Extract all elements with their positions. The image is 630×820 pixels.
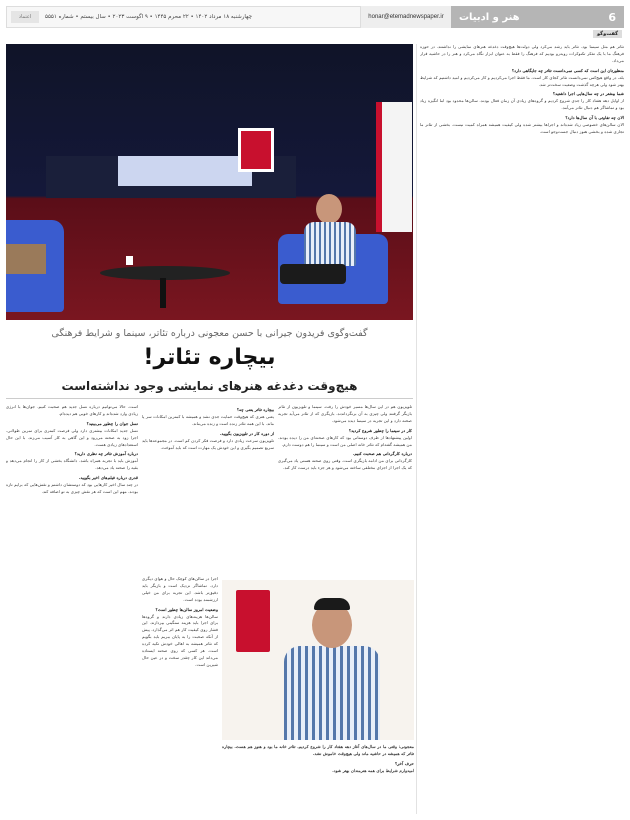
interviewer-figure [6, 244, 46, 274]
paragraph: آموزش باید با تجربه همراه باشد. دانشگاه بخشی از کار را انجام می‌دهد و بقیه را صحنه یاد می‌دهد. [6, 458, 138, 471]
studio-logo [238, 128, 274, 172]
paragraph: از اوایل دهه هفتاد کار را جدی شروع کردیم و گروه‌های زیادی آن زمان فعال بودند. سالن‌ها محدود بود اما انگیزه زیاد بود و تماشاگر هم دنبال تئاتر می‌آمد. [420, 98, 624, 111]
guest-shirt [304, 222, 356, 266]
paragraph: پیش از آنکه صحبت را به پایان ببریم باید بگویم که تئاتر همیشه به اهالی خودش تکیه کرده است. هر کسی که روی صحنه ایستاده می‌داند این کار چقدر سخت و در عین حال شیرین است. [142, 627, 218, 667]
article-kicker: گفت‌وگوی فریدون جیرانی با حسن معجونی درباره تئاتر، سینما و شرایط فرهنگی [51, 328, 368, 339]
paragraph: یعنی هنری که هیچ‌وقت حمایت جدی نشد و همیشه با کمترین امکانات سر پا ماند. با این همه تئاتر زنده است و زنده می‌ماند. [142, 413, 274, 426]
column-divider [416, 44, 417, 814]
text-column-lower-middle [142, 576, 218, 814]
paragraph: تلویزیون هم در این سال‌ها مسیر خودش را رفت. سینما و تلویزیون از تئاتر بازیگر گرفتند ولی چیزی به آن برنگرداندند. بازیگری که از تئاتر می‌آید تجربه صحنه دارد و این تجربه در سینما دیده می‌شود. [278, 404, 412, 423]
paragraph: سالن‌ها هزینه‌های زیادی دارند و گروه‌ها برای اجرا باید هزینه سنگینی بپردازند. این فشار روی کیفیت کار هم اثر می‌گذارد. [142, 613, 218, 633]
question: بیچاره تئاتر یعنی چه؟ [236, 407, 274, 412]
text-column-right [420, 44, 624, 814]
page-header [6, 6, 624, 28]
question: وضعیت امروز سالن‌ها چطور است؟ [155, 606, 218, 612]
question: قدری درباره فیلم‌های اخیر بگویید. [78, 475, 138, 481]
text-column-left [6, 404, 138, 814]
paragraph: است. حالا می‌توانیم درباره نسل جدید هم صحبت کنیم. جوان‌ها با انرژی زیادی وارد شده‌اند و کارهای خوبی هم دیده‌ام. [6, 404, 138, 416]
question: حرف آخر؟ [395, 760, 414, 766]
section-email[interactable]: honar@etemadnewspaper.ir [361, 6, 451, 28]
banner-stand [376, 102, 412, 232]
article-type-label: گفت‌وگو [593, 30, 622, 38]
portrait-shirt [284, 646, 380, 740]
table-leg [160, 278, 166, 308]
article-subheadline: هیچ‌وقت دغدغه هنرهای نمایشی وجود نداشته‌است [61, 379, 358, 393]
portrait-cap [314, 598, 350, 610]
text-column-middle-left [142, 404, 274, 572]
paragraph: در چند سال اخیر کارهایی بود که دوستشان داشتم و نقش‌هایی که برایم تازه بودند. مهم این است که هر نقش چیزی به تو اضافه کند. [6, 482, 138, 494]
screen-prop [118, 156, 252, 186]
question: کار در سینما را چطور شروع کردید؟ [348, 427, 412, 433]
paragraph: تلویزیون سرعت زیادی دارد و فرصت فکر کردن کم است. در مجموعه‌ها باید سریع تصمیم بگیری و این خودش یک مهارت است که باید آموخت. [142, 437, 274, 450]
question: نسل جوان را چطور می‌بینید؟ [86, 420, 138, 426]
headline-rule [6, 398, 413, 399]
paragraph: نسل جدید امکانات بیشتری دارد ولی فرصت کمتری برای تمرین طولانی. اجرا زود به صحنه می‌رود و این گاهی به کار آسیب می‌زند. با این حال استعدادهای زیادی هست. [6, 427, 138, 447]
question: درباره آموزش تئاتر چه نظری دارید؟ [74, 451, 138, 457]
question: از دوره کار در تلویزیون بگویید. [219, 430, 274, 436]
portrait-photo [222, 580, 414, 740]
caption-text: معجونی: وقتی ما در سال‌های آغاز دهه هفتاد کار را شروع کردیم، تئاتر خانه ما بود و هنوز هم هست. بیچاره تئاتر که همیشه در حاشیه ماند ولی هیچ‌وقت خاموش نشد. [222, 744, 414, 756]
issue-info-bar [6, 6, 361, 28]
guest-head [316, 194, 342, 224]
question: شما بیشتر در چه سال‌هایی اجرا داشتید؟ [552, 91, 624, 97]
paragraph: تئاتر هم مثل سینما بود. تئاتر باید رشد می‌کرد ولی دولت‌ها هیچ‌وقت دغدغه هنرهای نمایشی را نداشتند. در حوزه فرهنگ ما با یک تفکر تکنوکرات روبه‌رو بودیم که فرهنگ را فقط به عنوان ابزار نگاه می‌کرد و هنر را در حاشیه قرار می‌داد. [420, 44, 624, 63]
guest-legs [280, 264, 346, 284]
interview-photo [6, 44, 413, 320]
paragraph: کارگردانی برای من ادامه بازیگری است. وقتی روی صحنه هستی یاد می‌گیری که یک اجرا از اجزای مختلفی ساخته می‌شود و هر جزء باید درست کار کند. [278, 458, 412, 471]
guest-figure [296, 194, 372, 304]
paragraph: بله، در واقع هیچ‌کس نمی‌دانست تئاتر کجای کار است. ما فقط اجرا می‌کردیم و کار می‌کردیم و امید داشتیم که شرایط بهتر شود ولی هرچه گذشت وضعیت سخت‌تر شد. [420, 74, 624, 87]
question: الان چه تفاوتی با آن سال‌ها دارد؟ [565, 115, 624, 121]
banner-logo [236, 590, 270, 652]
article-headline: بیچاره تئاتر! [143, 345, 276, 370]
issue-info: چهارشنبه ۱۸ مرداد ۱۴۰۲ • ۲۲ محرم ۱۴۴۵ • ۹ اگوست ۲۰۲۳ • سال بیستم • شماره ۵۵۵۱ [45, 14, 253, 20]
paragraph: الان سالن‌های خصوصی زیاد شده‌اند و اجراها بیشتر شده ولی کیفیت همیشه همراه کمیت نیست. بخشی از تئاتر ما تجاری شده و بخشی هنوز دنبال جست‌وجو است. [420, 122, 624, 134]
section-title: هنر و ادبیات [459, 11, 520, 23]
paragraph: اجرا در سالن‌های کوچک حال و هوای دیگری دارد. تماشاگر نزدیک است و بازیگر باید دقیق‌تر باشد. این تجربه برای من خیلی ارزشمند بوده است. [142, 576, 218, 602]
question: منظورتان این است که کسی نمی‌دانست تئاتر چه جایگاهی دارد؟ [511, 67, 624, 73]
text-column-middle-right [278, 404, 412, 572]
section-banner [451, 6, 624, 28]
paragraph: اولین پیشنهادها از طرف دوستانی بود که کارهای صحنه‌ای من را دیده بودند. من همیشه گفته‌ام که تئاتر خانه اصلی من است و سینما را هم دوست دارم. [278, 434, 412, 447]
question: درباره کارگردانی هم صحبت کنیم. [352, 451, 412, 457]
paragraph: امیدوارم شرایط برای همه هنرمندان بهتر شود. [332, 767, 414, 773]
photo-caption [222, 744, 414, 814]
page-number: 6 [608, 10, 616, 24]
cup [126, 256, 133, 265]
newspaper-logo: اعتماد [11, 11, 39, 23]
